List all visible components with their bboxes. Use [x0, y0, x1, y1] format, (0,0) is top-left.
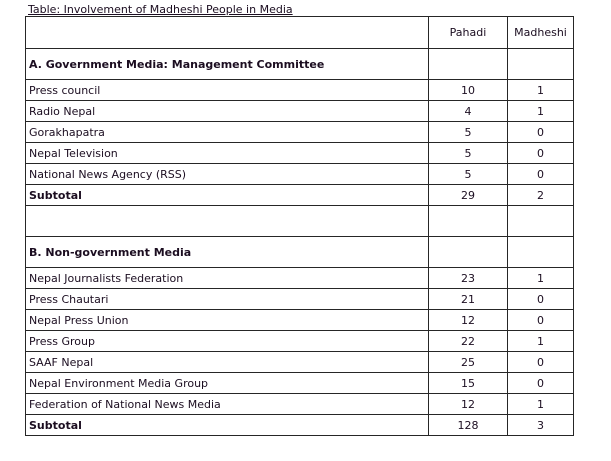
pahadi-value-cell: 4 [429, 101, 508, 122]
madheshi-value-cell: 1 [508, 80, 574, 101]
row-label-cell: Subtotal [26, 415, 429, 436]
row-label-cell: Gorakhapatra [26, 122, 429, 143]
row-label-cell [26, 206, 429, 237]
header-row [26, 17, 574, 49]
table-row [26, 164, 574, 185]
row-label-cell: B. Non-government Media [26, 237, 429, 268]
pahadi-value-cell [429, 49, 508, 80]
pahadi-value-cell [429, 237, 508, 268]
table-caption: Table: Involvement of Madheshi People in Media [28, 3, 293, 16]
madheshi-value-cell: 0 [508, 122, 574, 143]
pahadi-value-cell: 15 [429, 373, 508, 394]
madheshi-value-cell: 0 [508, 143, 574, 164]
header-cell-empty [26, 17, 429, 49]
row-label-cell: A. Government Media: Management Committee [26, 49, 429, 80]
row-label-cell: Federation of National News Media [26, 394, 429, 415]
table-row [26, 352, 574, 373]
row-label-cell: Subtotal [26, 185, 429, 206]
row-label-cell: SAAF Nepal [26, 352, 429, 373]
table-row [26, 80, 574, 101]
madheshi-value-cell: 3 [508, 415, 574, 436]
table-row [26, 122, 574, 143]
pahadi-value-cell: 5 [429, 164, 508, 185]
madheshi-value-cell [508, 206, 574, 237]
media-involvement-table [25, 16, 574, 436]
row-label-cell: Press council [26, 80, 429, 101]
madheshi-value-cell: 0 [508, 289, 574, 310]
table-body [26, 49, 574, 436]
table-row [26, 101, 574, 122]
madheshi-value-cell: 0 [508, 310, 574, 331]
table-row [26, 394, 574, 415]
table-row [26, 310, 574, 331]
pahadi-value-cell: 128 [429, 415, 508, 436]
table-row [26, 143, 574, 164]
pahadi-value-cell: 5 [429, 122, 508, 143]
row-label-cell: Press Chautari [26, 289, 429, 310]
table-row [26, 331, 574, 352]
pahadi-value-cell: 12 [429, 394, 508, 415]
row-label-cell: Radio Nepal [26, 101, 429, 122]
pahadi-value-cell: 25 [429, 352, 508, 373]
pahadi-value-cell: 10 [429, 80, 508, 101]
row-label-cell: Press Group [26, 331, 429, 352]
header-cell-pahadi: Pahadi [429, 17, 508, 49]
madheshi-value-cell [508, 49, 574, 80]
subtotal-row [26, 185, 574, 206]
row-label-cell: Nepal Environment Media Group [26, 373, 429, 394]
madheshi-value-cell: 2 [508, 185, 574, 206]
header-cell-madheshi: Madheshi [508, 17, 574, 49]
row-label-cell: Nepal Television [26, 143, 429, 164]
table-row [26, 289, 574, 310]
subtotal-row [26, 415, 574, 436]
section-header-row [26, 237, 574, 268]
row-label-cell: Nepal Journalists Federation [26, 268, 429, 289]
table-row [26, 268, 574, 289]
madheshi-value-cell: 0 [508, 352, 574, 373]
madheshi-value-cell: 0 [508, 373, 574, 394]
pahadi-value-cell: 29 [429, 185, 508, 206]
madheshi-value-cell: 1 [508, 331, 574, 352]
row-label-cell: National News Agency (RSS) [26, 164, 429, 185]
row-label-cell: Nepal Press Union [26, 310, 429, 331]
pahadi-value-cell: 5 [429, 143, 508, 164]
pahadi-value-cell [429, 206, 508, 237]
madheshi-value-cell: 1 [508, 268, 574, 289]
madheshi-value-cell: 1 [508, 394, 574, 415]
pahadi-value-cell: 23 [429, 268, 508, 289]
madheshi-value-cell: 0 [508, 164, 574, 185]
spacer-row [26, 206, 574, 237]
madheshi-value-cell: 1 [508, 101, 574, 122]
table-row [26, 373, 574, 394]
section-header-row [26, 49, 574, 80]
pahadi-value-cell: 22 [429, 331, 508, 352]
pahadi-value-cell: 21 [429, 289, 508, 310]
madheshi-value-cell [508, 237, 574, 268]
pahadi-value-cell: 12 [429, 310, 508, 331]
